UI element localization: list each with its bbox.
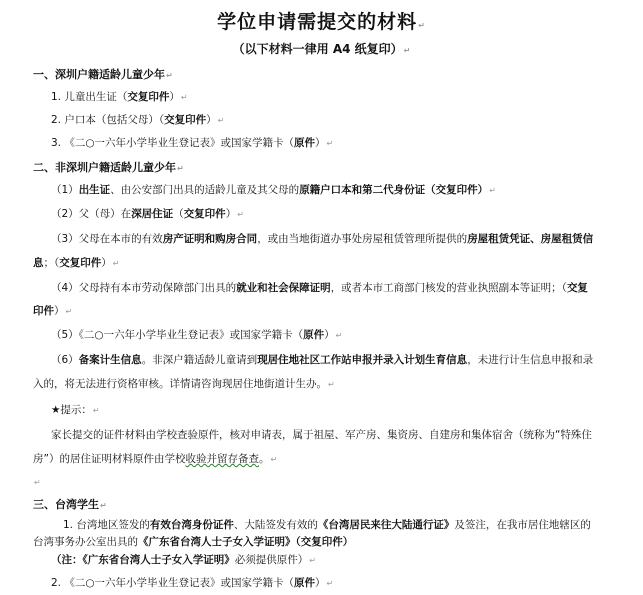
list-item-continuation: 息；（交复印件）↵ [33, 257, 120, 269]
document-title: 学位申请需提交的材料↵ [217, 11, 426, 33]
tip-text-continuation: 房”）的居住证明材料原件由学校收验并留存备查。↵ [33, 453, 278, 465]
document-subtitle: （以下材料一律用 A4 纸复印）↵ [232, 42, 411, 56]
section-heading-non-shenzhen: 二、非深圳户籍适龄儿童少年↵ [33, 161, 184, 174]
list-item: 2. 户口本（包括父母）（交复印件）↵ [51, 114, 225, 126]
list-item: 1. 台湾地区签发的有效台湾身份证件、大陆签发有效的《台湾居民来往大陆通行证》及签注，在我市居住地辖区的 [63, 519, 591, 531]
note-text: （注：《广东省台湾人士子女入学证明》必须提供原件）↵ [51, 554, 316, 566]
list-item: （4）父母持有本市劳动保障部门出具的就业和社会保障证明，或者本市工商部门核发的营业执照副本等证明；（交复 [51, 282, 588, 294]
list-item-continuation: 入的，将无法进行资格审核。详情请咨询现居住地街道计生办。↵ [33, 378, 335, 390]
list-item: （1）出生证、由公安部门出具的适龄儿童及其父母的原籍户口本和第二代身份证（交复印件）↵ [51, 184, 496, 196]
section-heading-shenzhen: 一、深圳户籍适龄儿童少年↵ [33, 68, 173, 81]
tip-text: 家长提交的证件材料由学校查验原件，核对申请表，属于祖屋、军产房、集资房、自建房和集体宿舍（统称为“特殊住 [51, 429, 592, 441]
list-item-continuation: 台湾事务办公室出具的《广东省台湾人士子女入学证明》（交复印件） [33, 536, 354, 548]
empty-paragraph: ↵ [34, 478, 41, 487]
list-item: 1. 儿童出生证（交复印件）↵ [51, 91, 188, 103]
list-item: （6）备案计生信息。非深户籍适龄儿童请到现居住地社区工作站申报并录入计划生育信息，未进行计生信息申报和录 [51, 354, 594, 366]
list-item: 2. 《二○一六年小学毕业生登记表》或国家学籍卡（原件）↵ [51, 577, 334, 589]
section-heading-taiwan: 三、台湾学生↵ [33, 498, 107, 511]
list-item-continuation: 印件）↵ [33, 305, 73, 317]
list-item: （5）《二○一六年小学毕业生登记表》或国家学籍卡（原件）↵ [51, 329, 343, 341]
list-item: （3）父母在本市的有效房产证明和购房合同，或由当地街道办事处房屋租赁管理所提供的房屋租赁凭证、房屋租赁信 [51, 233, 594, 245]
list-item: 3. 《二○一六年小学毕业生登记表》或国家学籍卡（原件）↵ [51, 137, 334, 149]
tip-label: ★提示：↵ [51, 404, 100, 416]
list-item: （2）父（母）在深居住证（交复印件）↵ [51, 208, 244, 220]
